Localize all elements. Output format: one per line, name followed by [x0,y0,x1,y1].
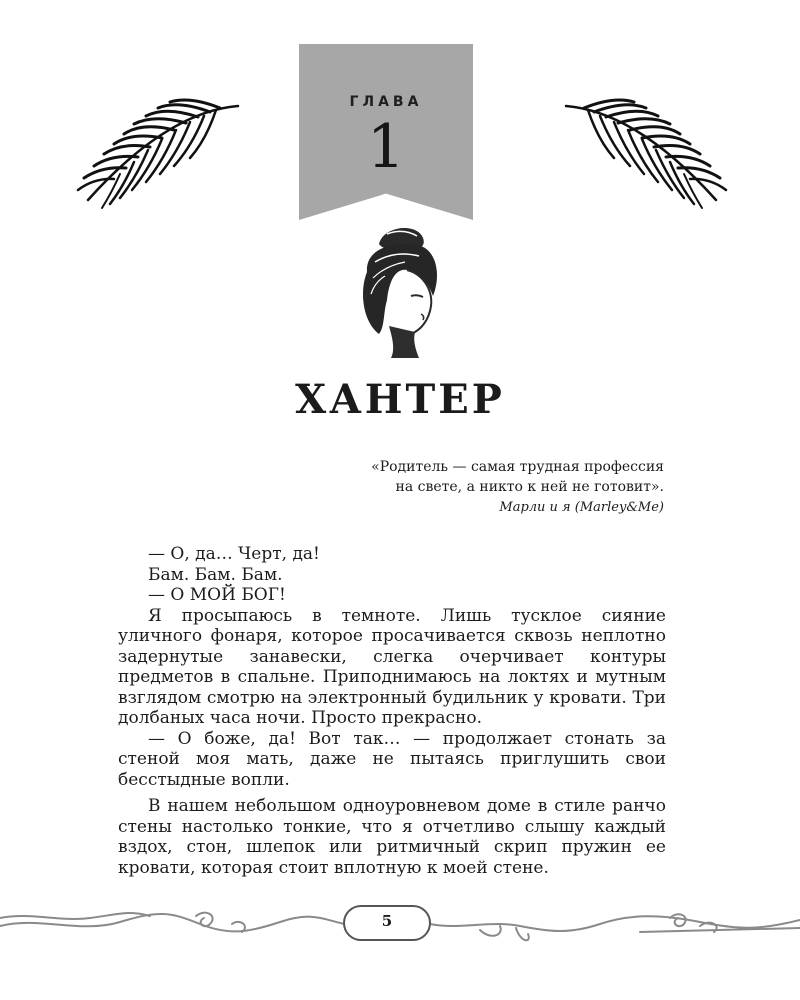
paragraph: — О, да… Черт, да! [148,544,320,564]
paragraph: Я просыпаюсь в темноте. Лишь тусклое сияние уличного фонаря, которое просачивается сквозь неплотно задернутые занавески, слегка очерчивает контуры предметов в спальне. Приподнимаюсь на локтях и мутным взглядом смотрю на электронный будильник у кровати. Три долбаных часа ночи. Просто прекрасно. [118,605,666,728]
body-text [118,544,666,878]
epigraph-line: «Родитель — самая трудная профессия [371,459,664,475]
feather-left-icon [70,92,242,214]
woman-portrait-icon [345,222,455,358]
paragraph: Бам. Бам. Бам. [148,564,283,585]
chapter-number: 1 [366,112,406,182]
paragraph: В нашем небольшом одноуровневом доме в стиле ранчо стены настолько тонкие, что я отчетливо слышу каждый вздох, стон, шлепок или ритмичный скрип пружин ее кровати, которая стоит вплотную к моей стене. [118,796,666,878]
epigraph-source: Марли и я (Marley&Me) [499,500,664,515]
paragraph: — О боже, да! Вот так… — продолжает стонать за стеной моя мать, даже не пытаясь приглушить свои бесстыдные вопли. [118,728,666,790]
epigraph [230,457,664,518]
paragraph: — О МОЙ БОГ! [148,585,286,605]
chapter-title: ХАНТЕР [295,376,505,423]
epigraph-line: на свете, а никто к ней не готовит». [395,479,664,495]
chapter-label: ГЛАВА [349,94,423,110]
page-number: 5 [381,912,393,930]
feather-right-icon [562,92,734,214]
